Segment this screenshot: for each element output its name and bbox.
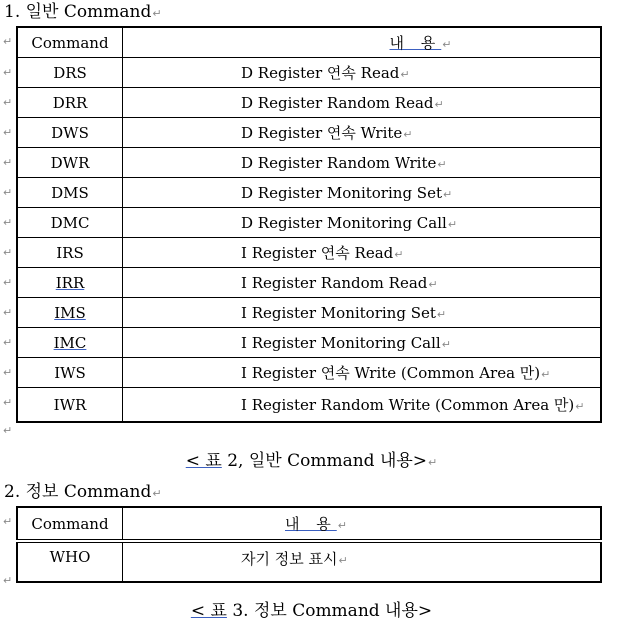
return-mark: ↵ (575, 400, 585, 413)
content-cell (123, 238, 602, 268)
table-row (17, 388, 601, 423)
caption-text: 3. 정보 Command 내용> (226, 601, 433, 621)
command-description: I Register Random Read (241, 273, 428, 292)
command-cell (17, 328, 123, 358)
margin-return-mark: ↵ (3, 216, 13, 229)
command-description: I Register Monitoring Call (241, 333, 441, 352)
command-cell (17, 238, 123, 268)
table-row (17, 328, 601, 358)
table-row (17, 148, 601, 178)
content-cell (123, 541, 602, 582)
margin-return-mark: ↵ (3, 35, 13, 48)
return-mark: ↵ (428, 277, 438, 291)
command-description: D Register Random Read (241, 93, 434, 112)
command-cell (17, 148, 123, 178)
table-row (17, 268, 601, 298)
table-row (17, 88, 601, 118)
margin-return-mark: ↵ (3, 96, 13, 109)
margin-return-mark: ↵ (3, 126, 13, 139)
content-cell (123, 148, 602, 178)
margin-return-mark: ↵ (3, 336, 13, 349)
return-mark: ↵ (152, 7, 162, 20)
command-code: DWS (51, 123, 89, 142)
header-command-label: Command (31, 514, 109, 533)
command-cell (17, 541, 123, 582)
content-cell (123, 268, 602, 298)
content-cell (123, 298, 602, 328)
header-content-label: 내 용 (285, 515, 337, 533)
margin-return-mark: ↵ (3, 396, 13, 409)
return-mark: ↵ (400, 68, 410, 81)
table-row (17, 298, 601, 328)
table-header-row (17, 27, 601, 58)
info-command-table (16, 506, 602, 583)
content-cell (123, 208, 602, 238)
return-mark: ↵ (447, 217, 458, 231)
table-row (17, 238, 601, 268)
command-cell (17, 118, 123, 148)
command-cell (17, 88, 123, 118)
margin-return-mark: ↵ (3, 515, 13, 528)
command-cell (17, 178, 123, 208)
section2-heading (4, 482, 162, 504)
command-description: D Register Random Write (241, 153, 437, 172)
command-description: D Register Monitoring Set (241, 183, 442, 202)
command-description: 자기 정보 표시 (241, 550, 338, 568)
table-row (17, 358, 601, 388)
section2-heading-text: 2. 정보 Command (4, 482, 152, 502)
command-description: I Register 연속 Write (Common Area 만) (241, 364, 541, 382)
caption-text: 2, 일반 Command 내용> (221, 451, 428, 471)
content-cell (123, 328, 602, 358)
margin-return-mark: ↵ (3, 424, 13, 437)
header-command-cell (17, 507, 123, 541)
margin-return-mark: ↵ (3, 276, 13, 289)
margin-return-mark: ↵ (3, 366, 13, 379)
return-mark: ↵ (434, 97, 444, 111)
command-description: I Register Random Write (Common Area 만) (241, 396, 575, 414)
command-code: IRR (55, 273, 85, 292)
command-code: DRR (52, 93, 88, 112)
content-cell (123, 58, 602, 88)
command-code: DMS (51, 183, 89, 202)
margin-return-mark: ↵ (3, 246, 13, 259)
table-row (17, 58, 601, 88)
table-row (17, 118, 601, 148)
content-cell (123, 178, 602, 208)
margin-return-mark: ↵ (3, 66, 13, 79)
command-cell (17, 58, 123, 88)
return-mark: ↵ (394, 248, 404, 261)
return-mark: ↵ (541, 368, 551, 381)
content-cell (123, 88, 602, 118)
table2-caption (0, 451, 623, 473)
return-mark: ↵ (428, 456, 438, 469)
command-code: IRS (56, 243, 84, 262)
return-mark: ↵ (152, 487, 162, 500)
content-cell (123, 388, 602, 423)
margin-return-mark: ↵ (3, 574, 13, 587)
caption-table-mark: < 표 (185, 451, 222, 471)
content-cell (123, 358, 602, 388)
content-cell (123, 118, 602, 148)
command-cell (17, 268, 123, 298)
command-description: D Register 연속 Write (241, 124, 403, 142)
command-cell (17, 208, 123, 238)
return-mark: ↵ (436, 307, 447, 321)
section1-heading (4, 2, 162, 24)
command-description: D Register 연속 Read (241, 64, 400, 82)
return-mark: ↵ (337, 519, 347, 532)
command-description: I Register 연속 Read (241, 244, 394, 262)
caption-table-mark: < 표 (190, 601, 227, 621)
table-row (17, 178, 601, 208)
command-code: IMS (54, 303, 86, 322)
command-code: DMC (50, 213, 90, 232)
return-mark: ↵ (338, 554, 348, 567)
command-description: I Register Monitoring Set (241, 303, 436, 322)
command-code: DWR (50, 153, 90, 172)
margin-return-mark: ↵ (3, 156, 13, 169)
margin-return-mark: ↵ (3, 306, 13, 319)
command-cell (17, 358, 123, 388)
command-code: IWR (53, 395, 87, 414)
command-code: IMC (53, 333, 87, 352)
header-content-cell (123, 27, 602, 58)
return-mark: ↵ (441, 337, 451, 351)
margin-return-mark: ↵ (3, 186, 13, 199)
command-description: D Register Monitoring Call (241, 213, 447, 232)
command-code: WHO (49, 548, 91, 566)
header-content-label: 내 용 (389, 34, 442, 52)
command-cell (17, 298, 123, 328)
return-mark: ↵ (442, 38, 452, 51)
table-row (17, 541, 601, 582)
table-row (17, 208, 601, 238)
table-header-row (17, 507, 601, 541)
header-command-label: Command (31, 33, 109, 52)
return-mark: ↵ (443, 187, 453, 201)
command-cell (17, 388, 123, 423)
command-code: IWS (54, 363, 86, 382)
general-command-table (16, 26, 602, 423)
command-code: DRS (53, 63, 87, 82)
section1-heading-text: 1. 일반 Command (4, 2, 152, 22)
return-mark: ↵ (403, 128, 413, 141)
return-mark: ↵ (437, 157, 447, 171)
header-content-cell (123, 507, 602, 541)
table3-caption (0, 601, 623, 621)
header-command-cell (17, 27, 123, 58)
